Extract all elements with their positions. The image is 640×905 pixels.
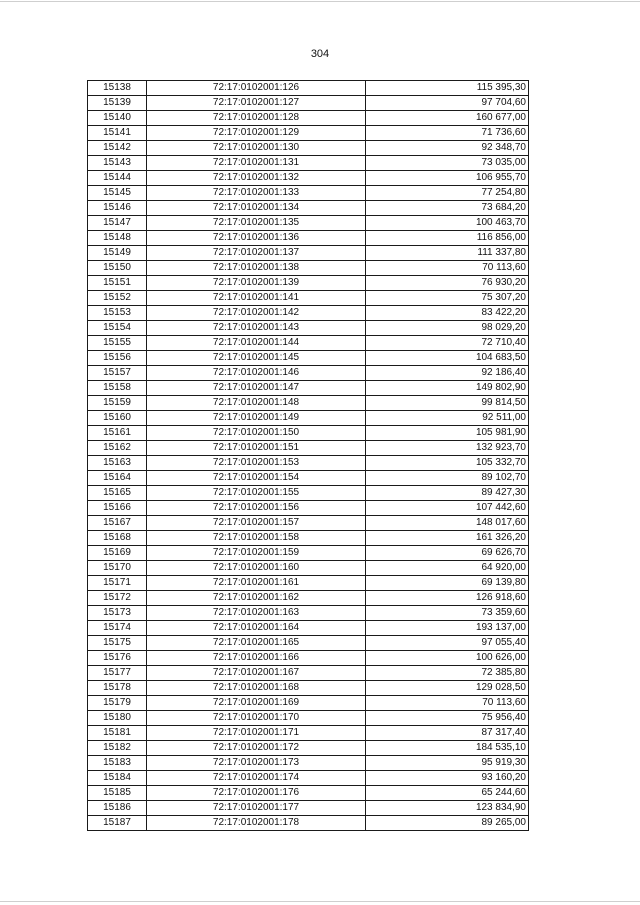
row-number-cell: 15173 (88, 606, 147, 621)
table-row (88, 756, 529, 771)
cadastral-value-cell: 99 814,50 (366, 396, 529, 411)
row-number-cell: 15152 (88, 291, 147, 306)
table-row (88, 561, 529, 576)
table-row (88, 801, 529, 816)
table-row (88, 606, 529, 621)
table-row (88, 306, 529, 321)
row-number-cell: 15174 (88, 621, 147, 636)
registry-table-body (88, 81, 529, 831)
cadastral-value-cell: 104 683,50 (366, 351, 529, 366)
cadastral-value-cell: 89 102,70 (366, 471, 529, 486)
table-row (88, 426, 529, 441)
row-number-cell: 15139 (88, 96, 147, 111)
table-row (88, 291, 529, 306)
row-number-cell: 15160 (88, 411, 147, 426)
table-row (88, 486, 529, 501)
cadastral-value-cell: 105 332,70 (366, 456, 529, 471)
row-number-cell: 15179 (88, 696, 147, 711)
table-row (88, 396, 529, 411)
cadastral-value-cell: 72 710,40 (366, 336, 529, 351)
cadastral-value-cell: 89 265,00 (366, 816, 529, 831)
cadastral-number-cell: 72:17:0102001:177 (147, 801, 366, 816)
cadastral-value-cell: 123 834,90 (366, 801, 529, 816)
cadastral-number-cell: 72:17:0102001:147 (147, 381, 366, 396)
cadastral-number-cell: 72:17:0102001:176 (147, 786, 366, 801)
cadastral-value-cell: 126 918,60 (366, 591, 529, 606)
cadastral-number-cell: 72:17:0102001:165 (147, 636, 366, 651)
cadastral-number-cell: 72:17:0102001:146 (147, 366, 366, 381)
cadastral-value-cell: 95 919,30 (366, 756, 529, 771)
cadastral-value-cell: 89 427,30 (366, 486, 529, 501)
cadastral-number-cell: 72:17:0102001:141 (147, 291, 366, 306)
cadastral-number-cell: 72:17:0102001:169 (147, 696, 366, 711)
cadastral-value-cell: 193 137,00 (366, 621, 529, 636)
top-edge-line (0, 1, 640, 2)
cadastral-number-cell: 72:17:0102001:168 (147, 681, 366, 696)
cadastral-value-cell: 129 028,50 (366, 681, 529, 696)
row-number-cell: 15155 (88, 336, 147, 351)
row-number-cell: 15141 (88, 126, 147, 141)
table-row (88, 411, 529, 426)
row-number-cell: 15144 (88, 171, 147, 186)
table-row (88, 126, 529, 141)
row-number-cell: 15185 (88, 786, 147, 801)
cadastral-value-cell: 100 626,00 (366, 651, 529, 666)
cadastral-number-cell: 72:17:0102001:132 (147, 171, 366, 186)
table-row (88, 636, 529, 651)
cadastral-value-cell: 75 956,40 (366, 711, 529, 726)
cadastral-number-cell: 72:17:0102001:161 (147, 576, 366, 591)
cadastral-number-cell: 72:17:0102001:149 (147, 411, 366, 426)
cadastral-value-cell: 75 307,20 (366, 291, 529, 306)
row-number-cell: 15164 (88, 471, 147, 486)
cadastral-value-cell: 73 684,20 (366, 201, 529, 216)
row-number-cell: 15146 (88, 201, 147, 216)
cadastral-value-cell: 105 981,90 (366, 426, 529, 441)
row-number-cell: 15158 (88, 381, 147, 396)
cadastral-number-cell: 72:17:0102001:133 (147, 186, 366, 201)
row-number-cell: 15149 (88, 246, 147, 261)
row-number-cell: 15148 (88, 231, 147, 246)
cadastral-value-cell: 106 955,70 (366, 171, 529, 186)
row-number-cell: 15180 (88, 711, 147, 726)
cadastral-number-cell: 72:17:0102001:166 (147, 651, 366, 666)
cadastral-value-cell: 107 442,60 (366, 501, 529, 516)
row-number-cell: 15178 (88, 681, 147, 696)
table-row (88, 381, 529, 396)
table-row (88, 591, 529, 606)
cadastral-number-cell: 72:17:0102001:127 (147, 96, 366, 111)
row-number-cell: 15170 (88, 561, 147, 576)
row-number-cell: 15145 (88, 186, 147, 201)
table-row (88, 96, 529, 111)
table-row (88, 651, 529, 666)
row-number-cell: 15154 (88, 321, 147, 336)
table-row (88, 681, 529, 696)
cadastral-number-cell: 72:17:0102001:159 (147, 546, 366, 561)
table-row (88, 171, 529, 186)
cadastral-number-cell: 72:17:0102001:130 (147, 141, 366, 156)
cadastral-number-cell: 72:17:0102001:150 (147, 426, 366, 441)
cadastral-value-cell: 64 920,00 (366, 561, 529, 576)
table-row (88, 621, 529, 636)
cadastral-value-cell: 111 337,80 (366, 246, 529, 261)
table-row (88, 336, 529, 351)
cadastral-number-cell: 72:17:0102001:167 (147, 666, 366, 681)
row-number-cell: 15176 (88, 651, 147, 666)
cadastral-number-cell: 72:17:0102001:139 (147, 276, 366, 291)
cadastral-value-cell: 149 802,90 (366, 381, 529, 396)
table-row (88, 441, 529, 456)
cadastral-number-cell: 72:17:0102001:145 (147, 351, 366, 366)
row-number-cell: 15163 (88, 456, 147, 471)
cadastral-value-cell: 72 385,80 (366, 666, 529, 681)
cadastral-value-cell: 92 348,70 (366, 141, 529, 156)
row-number-cell: 15150 (88, 261, 147, 276)
row-number-cell: 15182 (88, 741, 147, 756)
row-number-cell: 15140 (88, 111, 147, 126)
table-row (88, 546, 529, 561)
table-row (88, 321, 529, 336)
row-number-cell: 15181 (88, 726, 147, 741)
cadastral-number-cell: 72:17:0102001:129 (147, 126, 366, 141)
table-row (88, 741, 529, 756)
cadastral-value-cell: 97 704,60 (366, 96, 529, 111)
row-number-cell: 15184 (88, 771, 147, 786)
cadastral-value-cell: 77 254,80 (366, 186, 529, 201)
table-row (88, 516, 529, 531)
cadastral-value-cell: 93 160,20 (366, 771, 529, 786)
row-number-cell: 15156 (88, 351, 147, 366)
row-number-cell: 15147 (88, 216, 147, 231)
cadastral-number-cell: 72:17:0102001:157 (147, 516, 366, 531)
table-row (88, 201, 529, 216)
row-number-cell: 15186 (88, 801, 147, 816)
cadastral-number-cell: 72:17:0102001:143 (147, 321, 366, 336)
table-row (88, 261, 529, 276)
table-row (88, 111, 529, 126)
cadastral-value-cell: 184 535,10 (366, 741, 529, 756)
cadastral-value-cell: 132 923,70 (366, 441, 529, 456)
cadastral-number-cell: 72:17:0102001:162 (147, 591, 366, 606)
cadastral-number-cell: 72:17:0102001:128 (147, 111, 366, 126)
cadastral-number-cell: 72:17:0102001:137 (147, 246, 366, 261)
table-row (88, 531, 529, 546)
table-row (88, 366, 529, 381)
table-row (88, 696, 529, 711)
table-row (88, 666, 529, 681)
table-row (88, 501, 529, 516)
cadastral-value-cell: 70 113,60 (366, 696, 529, 711)
cadastral-value-cell: 100 463,70 (366, 216, 529, 231)
row-number-cell: 15172 (88, 591, 147, 606)
row-number-cell: 15183 (88, 756, 147, 771)
cadastral-number-cell: 72:17:0102001:160 (147, 561, 366, 576)
cadastral-number-cell: 72:17:0102001:156 (147, 501, 366, 516)
row-number-cell: 15168 (88, 531, 147, 546)
cadastral-number-cell: 72:17:0102001:153 (147, 456, 366, 471)
table-row (88, 216, 529, 231)
bottom-edge-line (0, 901, 640, 902)
table-row (88, 456, 529, 471)
cadastral-number-cell: 72:17:0102001:134 (147, 201, 366, 216)
table-row (88, 81, 529, 96)
cadastral-number-cell: 72:17:0102001:151 (147, 441, 366, 456)
cadastral-number-cell: 72:17:0102001:170 (147, 711, 366, 726)
cadastral-number-cell: 72:17:0102001:136 (147, 231, 366, 246)
cadastral-number-cell: 72:17:0102001:158 (147, 531, 366, 546)
table-row (88, 231, 529, 246)
table-row (88, 816, 529, 831)
row-number-cell: 15162 (88, 441, 147, 456)
table-row (88, 471, 529, 486)
cadastral-value-cell: 161 326,20 (366, 531, 529, 546)
cadastral-value-cell: 83 422,20 (366, 306, 529, 321)
cadastral-value-cell: 92 186,40 (366, 366, 529, 381)
row-number-cell: 15142 (88, 141, 147, 156)
cadastral-value-cell: 69 626,70 (366, 546, 529, 561)
row-number-cell: 15177 (88, 666, 147, 681)
cadastral-number-cell: 72:17:0102001:164 (147, 621, 366, 636)
table-row (88, 726, 529, 741)
page-number: 304 (310, 48, 330, 60)
cadastral-number-cell: 72:17:0102001:172 (147, 741, 366, 756)
cadastral-value-cell: 73 359,60 (366, 606, 529, 621)
cadastral-value-cell: 87 317,40 (366, 726, 529, 741)
cadastral-number-cell: 72:17:0102001:138 (147, 261, 366, 276)
cadastral-number-cell: 72:17:0102001:163 (147, 606, 366, 621)
cadastral-number-cell: 72:17:0102001:142 (147, 306, 366, 321)
cadastral-number-cell: 72:17:0102001:178 (147, 816, 366, 831)
cadastral-number-cell: 72:17:0102001:144 (147, 336, 366, 351)
table-row (88, 771, 529, 786)
table-row (88, 141, 529, 156)
cadastral-number-cell: 72:17:0102001:174 (147, 771, 366, 786)
cadastral-value-cell: 92 511,00 (366, 411, 529, 426)
cadastral-number-cell: 72:17:0102001:155 (147, 486, 366, 501)
row-number-cell: 15187 (88, 816, 147, 831)
row-number-cell: 15169 (88, 546, 147, 561)
cadastral-value-cell: 69 139,80 (366, 576, 529, 591)
registry-table (87, 80, 529, 831)
cadastral-value-cell: 65 244,60 (366, 786, 529, 801)
cadastral-value-cell: 116 856,00 (366, 231, 529, 246)
row-number-cell: 15159 (88, 396, 147, 411)
cadastral-number-cell: 72:17:0102001:171 (147, 726, 366, 741)
cadastral-value-cell: 148 017,60 (366, 516, 529, 531)
row-number-cell: 15153 (88, 306, 147, 321)
cadastral-value-cell: 76 930,20 (366, 276, 529, 291)
row-number-cell: 15166 (88, 501, 147, 516)
cadastral-number-cell: 72:17:0102001:131 (147, 156, 366, 171)
table-row (88, 246, 529, 261)
row-number-cell: 15161 (88, 426, 147, 441)
table-row (88, 786, 529, 801)
row-number-cell: 15143 (88, 156, 147, 171)
table-row (88, 276, 529, 291)
row-number-cell: 15138 (88, 81, 147, 96)
cadastral-number-cell: 72:17:0102001:135 (147, 216, 366, 231)
table-row (88, 186, 529, 201)
cadastral-value-cell: 160 677,00 (366, 111, 529, 126)
row-number-cell: 15175 (88, 636, 147, 651)
cadastral-value-cell: 115 395,30 (366, 81, 529, 96)
cadastral-number-cell: 72:17:0102001:154 (147, 471, 366, 486)
cadastral-number-cell: 72:17:0102001:173 (147, 756, 366, 771)
cadastral-value-cell: 70 113,60 (366, 261, 529, 276)
cadastral-value-cell: 73 035,00 (366, 156, 529, 171)
cadastral-number-cell: 72:17:0102001:148 (147, 396, 366, 411)
row-number-cell: 15151 (88, 276, 147, 291)
table-row (88, 711, 529, 726)
table-row (88, 351, 529, 366)
cadastral-value-cell: 97 055,40 (366, 636, 529, 651)
cadastral-number-cell: 72:17:0102001:126 (147, 81, 366, 96)
row-number-cell: 15167 (88, 516, 147, 531)
table-row (88, 576, 529, 591)
row-number-cell: 15171 (88, 576, 147, 591)
cadastral-value-cell: 71 736,60 (366, 126, 529, 141)
row-number-cell: 15165 (88, 486, 147, 501)
cadastral-value-cell: 98 029,20 (366, 321, 529, 336)
row-number-cell: 15157 (88, 366, 147, 381)
table-row (88, 156, 529, 171)
